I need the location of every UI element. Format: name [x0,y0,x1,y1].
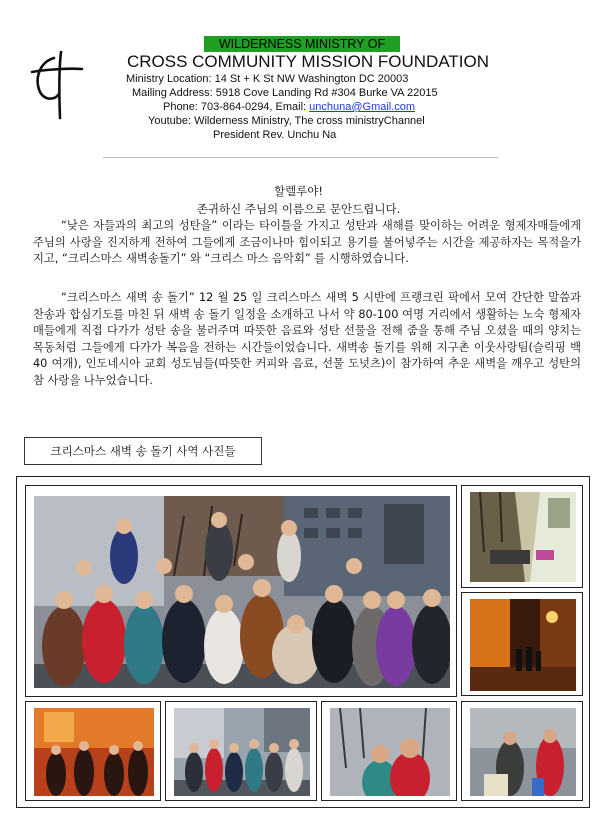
email-link[interactable]: unchuna@Gmail.com [309,101,416,113]
photo-frame-gift-bags [461,701,583,801]
photo-street-sleeping [470,492,576,582]
group-photo [34,496,450,688]
photo-two-people [330,708,450,796]
photo-frame-street-sleeping [461,485,583,588]
ministry-name-banner: WILDERNESS MINISTRY OF [204,36,400,52]
photo-gift-bags [470,708,576,796]
paragraph-1: “낮은 자들과의 최고의 성탄을” 이라는 타이틀을 가지고 성탄과 새해를 맞이하는 어려운 형제자매들에게 주님의 사랑을 진지하게 전하여 그들에게 조금이나마 힘이되고 용기를 불어넣주는 시간을 제공하자는 목적을가지고, “크리스마스 새벽송돌기” 와 “크리스 마스 음악회” 를 시행하였습니다. [33,219,581,265]
cross-logo-icon [28,48,86,120]
photo-gallery [16,476,590,808]
group-photo-frame [25,485,457,697]
president-line: President Rev. Unchu Na [213,129,337,141]
photo-frame-night-street [461,592,583,696]
foundation-title: CROSS COMMUNITY MISSION FOUNDATION [126,52,490,71]
photo-small-group [174,708,310,796]
header-divider [103,157,498,158]
ministry-location: Ministry Location: 14 St + K St NW Washington DC 20003 [126,73,409,85]
salutation-text: 존귀하신 주님의 이름으로 문안드립니다. [196,202,401,216]
photo-frame-small-group [165,701,317,801]
greeting-text: 할렐루야! [273,184,324,198]
photo-frame-two-people [321,701,457,801]
paragraph-2: “크리스마스 새벽 송 돌기” 12 월 25 일 크리스마스 새벽 5 시반에 프랭크린 팍에서 모여 간단한 말씀과 찬송과 합심기도를 마친 뒤 새벽 송 돌기 일정을 소개하고 나서 약 80-100 여명 거리에서 생활하는 노숙 형제자매들에게 직접 다가가 성탄 송을 불러주며 따뜻한 음료와 성탄 선물을 전해 줌을 통해 주님 오셨을 때의 양치는 목동처럼 그들에게 다가가 복음을 전하는 시간들이었습니다. 새벽송 돌기를 위해 지구촌 이웃사랑팀(슬릭핑 백 40 여개), 인도네시아 교회 성도님들(따뜻한 커피와 음료, 선물 도넛츠)이 참가하여 추운 새벽을 깨우고 성탄의 참 사랑을 나누었습니다. [33,291,581,387]
contact-line [163,100,415,114]
photo-frame-carolers [25,701,161,801]
photo-carolers [34,708,154,796]
photo-section-caption: 크리스마스 새벽 송 돌기 사역 사진들 [24,437,262,465]
mailing-address: Mailing Address: 5918 Cove Landing Rd #304 Burke VA 22015 [132,87,438,99]
youtube-line: Youtube: Wilderness Ministry, The cross ministryChannel [148,115,425,127]
phone-text: Phone: 703-864-0294, Email: [163,101,310,113]
photo-night-street [470,599,576,691]
